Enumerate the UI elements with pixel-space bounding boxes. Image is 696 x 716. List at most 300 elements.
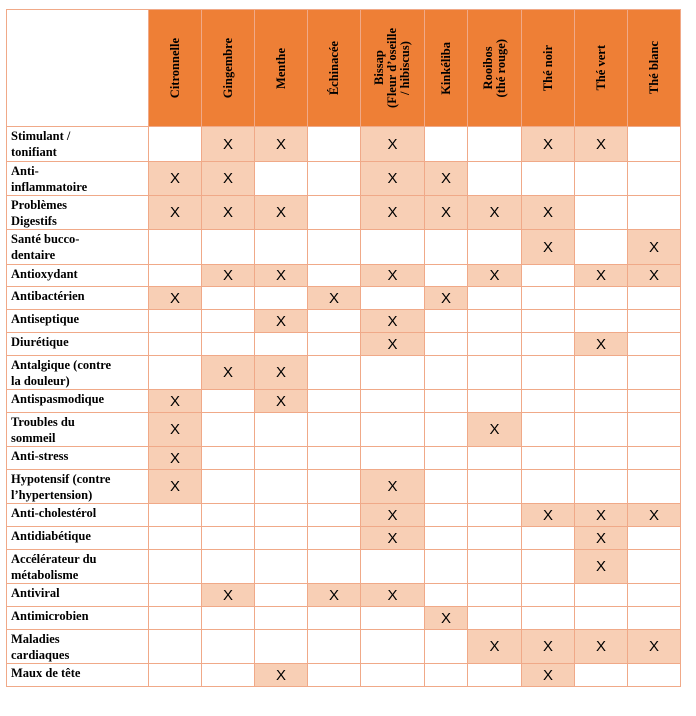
table-row — [7, 527, 681, 550]
empty-cell — [522, 413, 575, 447]
mark-x: X — [387, 170, 398, 187]
empty-cell — [425, 527, 468, 550]
mark-x: X — [169, 449, 180, 467]
table-row — [7, 310, 681, 333]
row-label: Antimicrobien — [7, 607, 149, 630]
table-row — [7, 333, 681, 356]
empty-cell — [255, 527, 308, 550]
marked-cell — [628, 630, 681, 664]
marked-cell — [361, 310, 425, 333]
mark-x: X — [489, 638, 500, 655]
empty-cell — [255, 504, 308, 527]
marked-cell — [202, 356, 255, 390]
mark-x: X — [275, 666, 286, 684]
empty-cell — [575, 356, 628, 390]
marked-cell — [149, 390, 202, 413]
empty-cell — [522, 333, 575, 356]
empty-cell — [149, 333, 202, 356]
empty-cell — [308, 447, 361, 470]
empty-cell — [202, 310, 255, 333]
empty-cell — [255, 162, 308, 196]
marked-cell — [255, 356, 308, 390]
marked-cell — [468, 630, 522, 664]
mark-x: X — [328, 289, 339, 307]
empty-cell — [308, 527, 361, 550]
column-header — [575, 10, 628, 127]
marked-cell — [255, 664, 308, 687]
empty-cell — [628, 127, 681, 162]
mark-x: X — [275, 364, 286, 381]
column-header — [425, 10, 468, 127]
empty-cell — [522, 162, 575, 196]
marked-cell — [361, 265, 425, 287]
empty-cell — [468, 162, 522, 196]
marked-cell — [308, 584, 361, 607]
empty-cell — [575, 607, 628, 630]
empty-cell — [202, 470, 255, 504]
empty-cell — [149, 607, 202, 630]
empty-cell — [628, 607, 681, 630]
empty-cell — [202, 504, 255, 527]
empty-cell — [522, 310, 575, 333]
mark-x: X — [275, 267, 286, 284]
empty-cell — [308, 413, 361, 447]
empty-cell — [149, 584, 202, 607]
row-label: Anti- inflammatoire — [7, 162, 149, 196]
row-label: Problèmes Digestifs — [7, 196, 149, 230]
empty-cell — [575, 664, 628, 687]
empty-cell — [361, 287, 425, 310]
marked-cell — [202, 127, 255, 162]
empty-cell — [255, 230, 308, 265]
mark-x: X — [169, 289, 180, 307]
empty-cell — [149, 550, 202, 584]
row-label: Hypotensif (contre l’hypertension) — [7, 470, 149, 504]
marked-cell — [468, 265, 522, 287]
table-row — [7, 607, 681, 630]
mark-x: X — [222, 204, 233, 221]
table-row — [7, 664, 681, 687]
marked-cell — [361, 127, 425, 162]
empty-cell — [468, 390, 522, 413]
column-header-label: Kinkéliba — [438, 41, 453, 95]
mark-x: X — [648, 638, 659, 655]
mark-x: X — [595, 638, 606, 655]
table-body — [7, 127, 681, 687]
mark-x: X — [387, 586, 398, 604]
empty-cell — [628, 333, 681, 356]
empty-cell — [255, 447, 308, 470]
empty-cell — [425, 630, 468, 664]
marked-cell — [202, 162, 255, 196]
row-label: Antiviral — [7, 584, 149, 607]
empty-cell — [361, 550, 425, 584]
marked-cell — [425, 287, 468, 310]
empty-cell — [361, 230, 425, 265]
empty-cell — [361, 664, 425, 687]
empty-cell — [361, 390, 425, 413]
marked-cell — [425, 196, 468, 230]
empty-cell — [149, 356, 202, 390]
empty-cell — [255, 470, 308, 504]
empty-cell — [308, 390, 361, 413]
marked-cell — [202, 265, 255, 287]
empty-cell — [202, 447, 255, 470]
empty-cell — [468, 447, 522, 470]
marked-cell — [522, 127, 575, 162]
empty-cell — [308, 607, 361, 630]
empty-cell — [149, 265, 202, 287]
empty-cell — [149, 664, 202, 687]
empty-cell — [628, 196, 681, 230]
column-header-label: Thé noir — [540, 44, 555, 92]
table-row — [7, 470, 681, 504]
empty-cell — [308, 550, 361, 584]
table-row — [7, 504, 681, 527]
marked-cell — [575, 630, 628, 664]
empty-cell — [202, 630, 255, 664]
mark-x: X — [222, 135, 233, 153]
empty-cell — [468, 664, 522, 687]
empty-cell — [202, 333, 255, 356]
empty-cell — [255, 607, 308, 630]
empty-cell — [425, 127, 468, 162]
mark-x: X — [542, 204, 553, 221]
empty-cell — [308, 470, 361, 504]
empty-cell — [425, 310, 468, 333]
empty-cell — [202, 527, 255, 550]
empty-cell — [425, 356, 468, 390]
table-row — [7, 390, 681, 413]
marked-cell — [361, 504, 425, 527]
mark-x: X — [489, 204, 500, 221]
empty-cell — [255, 333, 308, 356]
column-header — [255, 10, 308, 127]
mark-x: X — [440, 204, 451, 221]
marked-cell — [149, 162, 202, 196]
marked-cell — [522, 664, 575, 687]
mark-x: X — [169, 478, 180, 495]
empty-cell — [202, 413, 255, 447]
marked-cell — [575, 504, 628, 527]
empty-cell — [308, 230, 361, 265]
marked-cell — [575, 265, 628, 287]
marked-cell — [149, 287, 202, 310]
mark-x: X — [542, 135, 553, 153]
empty-cell — [425, 230, 468, 265]
mark-x: X — [489, 267, 500, 284]
mark-x: X — [542, 238, 553, 256]
row-label: Santé bucco- dentaire — [7, 230, 149, 265]
empty-cell — [468, 584, 522, 607]
marked-cell — [255, 127, 308, 162]
empty-cell — [308, 265, 361, 287]
empty-cell — [202, 664, 255, 687]
empty-cell — [425, 470, 468, 504]
marked-cell — [628, 504, 681, 527]
mark-x: X — [595, 529, 606, 547]
table-row — [7, 196, 681, 230]
marked-cell — [361, 527, 425, 550]
marked-cell — [575, 527, 628, 550]
row-label: Antalgique (contre la douleur) — [7, 356, 149, 390]
column-header-label: Citronnelle — [167, 37, 182, 99]
empty-cell — [425, 333, 468, 356]
mark-x: X — [275, 392, 286, 410]
marked-cell — [522, 504, 575, 527]
empty-cell — [255, 550, 308, 584]
empty-cell — [468, 527, 522, 550]
empty-cell — [468, 550, 522, 584]
marked-cell — [255, 196, 308, 230]
empty-cell — [468, 333, 522, 356]
empty-cell — [425, 584, 468, 607]
marked-cell — [202, 584, 255, 607]
empty-cell — [522, 470, 575, 504]
empty-cell — [308, 333, 361, 356]
empty-cell — [468, 310, 522, 333]
empty-cell — [575, 413, 628, 447]
empty-cell — [308, 127, 361, 162]
empty-cell — [425, 550, 468, 584]
empty-cell — [628, 287, 681, 310]
marked-cell — [628, 230, 681, 265]
empty-cell — [575, 287, 628, 310]
empty-cell — [628, 584, 681, 607]
mark-x: X — [169, 421, 180, 438]
empty-cell — [628, 310, 681, 333]
empty-cell — [468, 127, 522, 162]
table-row — [7, 447, 681, 470]
row-label: Maux de tête — [7, 664, 149, 687]
empty-cell — [522, 550, 575, 584]
tea-benefits-table — [6, 9, 681, 687]
empty-cell — [628, 162, 681, 196]
empty-cell — [522, 356, 575, 390]
empty-cell — [425, 447, 468, 470]
empty-cell — [202, 550, 255, 584]
mark-x: X — [328, 586, 339, 604]
mark-x: X — [387, 478, 398, 495]
row-label: Antispasmodique — [7, 390, 149, 413]
mark-x: X — [387, 135, 398, 153]
empty-cell — [628, 390, 681, 413]
column-header — [628, 10, 681, 127]
mark-x: X — [542, 506, 553, 524]
mark-x: X — [440, 609, 451, 627]
empty-cell — [628, 447, 681, 470]
mark-x: X — [387, 204, 398, 221]
mark-x: X — [595, 135, 606, 153]
empty-cell — [522, 265, 575, 287]
mark-x: X — [542, 638, 553, 655]
mark-x: X — [387, 312, 398, 330]
empty-cell — [361, 447, 425, 470]
mark-x: X — [169, 170, 180, 187]
table-row — [7, 287, 681, 310]
marked-cell — [255, 265, 308, 287]
empty-cell — [425, 664, 468, 687]
corner-cell — [7, 10, 149, 127]
column-header — [149, 10, 202, 127]
marked-cell — [468, 196, 522, 230]
empty-cell — [425, 413, 468, 447]
header-row — [7, 10, 681, 127]
mark-x: X — [648, 238, 659, 256]
empty-cell — [628, 664, 681, 687]
column-header-label: Bissap (Fleur d’oseille / hibiscus) — [372, 28, 412, 108]
empty-cell — [202, 287, 255, 310]
column-header-label: Gingembre — [220, 37, 235, 99]
row-label: Troubles du sommeil — [7, 413, 149, 447]
marked-cell — [255, 390, 308, 413]
marked-cell — [575, 333, 628, 356]
empty-cell — [361, 356, 425, 390]
empty-cell — [308, 504, 361, 527]
empty-cell — [468, 230, 522, 265]
empty-cell — [202, 390, 255, 413]
empty-cell — [575, 196, 628, 230]
empty-cell — [628, 527, 681, 550]
mark-x: X — [387, 335, 398, 353]
marked-cell — [522, 230, 575, 265]
empty-cell — [425, 265, 468, 287]
empty-cell — [361, 607, 425, 630]
marked-cell — [308, 287, 361, 310]
marked-cell — [361, 196, 425, 230]
mark-x: X — [275, 204, 286, 221]
empty-cell — [628, 470, 681, 504]
marked-cell — [202, 196, 255, 230]
mark-x: X — [489, 421, 500, 438]
empty-cell — [468, 504, 522, 527]
marked-cell — [575, 127, 628, 162]
mark-x: X — [595, 267, 606, 284]
mark-x: X — [169, 392, 180, 410]
row-label: Anti-stress — [7, 447, 149, 470]
empty-cell — [575, 162, 628, 196]
row-label: Antidiabétique — [7, 527, 149, 550]
marked-cell — [575, 550, 628, 584]
marked-cell — [149, 413, 202, 447]
empty-cell — [255, 630, 308, 664]
empty-cell — [522, 447, 575, 470]
marked-cell — [149, 470, 202, 504]
table-row — [7, 413, 681, 447]
column-header — [202, 10, 255, 127]
empty-cell — [468, 356, 522, 390]
column-header-label: Menthe — [273, 47, 288, 89]
mark-x: X — [648, 267, 659, 284]
empty-cell — [255, 413, 308, 447]
table-row — [7, 550, 681, 584]
mark-x: X — [222, 170, 233, 187]
mark-x: X — [440, 170, 451, 187]
mark-x: X — [275, 135, 286, 153]
empty-cell — [425, 390, 468, 413]
empty-cell — [202, 230, 255, 265]
empty-cell — [425, 504, 468, 527]
empty-cell — [522, 527, 575, 550]
column-header-label: Thé blanc — [646, 41, 661, 95]
empty-cell — [468, 470, 522, 504]
empty-cell — [149, 630, 202, 664]
marked-cell — [425, 162, 468, 196]
column-header — [522, 10, 575, 127]
row-label: Accélérateur du métabolisme — [7, 550, 149, 584]
empty-cell — [255, 584, 308, 607]
empty-cell — [575, 447, 628, 470]
empty-cell — [575, 470, 628, 504]
mark-x: X — [275, 312, 286, 330]
column-header — [468, 10, 522, 127]
empty-cell — [255, 287, 308, 310]
empty-cell — [202, 607, 255, 630]
empty-cell — [575, 230, 628, 265]
empty-cell — [308, 664, 361, 687]
empty-cell — [361, 413, 425, 447]
empty-cell — [575, 310, 628, 333]
table-row — [7, 230, 681, 265]
row-label: Antiseptique — [7, 310, 149, 333]
mark-x: X — [440, 289, 451, 307]
table-row — [7, 630, 681, 664]
marked-cell — [522, 196, 575, 230]
marked-cell — [361, 162, 425, 196]
marked-cell — [361, 470, 425, 504]
column-header-label: Rooibos (thé rouge) — [480, 38, 508, 98]
row-label: Maladies cardiaques — [7, 630, 149, 664]
empty-cell — [308, 162, 361, 196]
empty-cell — [361, 630, 425, 664]
empty-cell — [522, 584, 575, 607]
empty-cell — [308, 310, 361, 333]
empty-cell — [522, 607, 575, 630]
mark-x: X — [542, 666, 553, 684]
marked-cell — [425, 607, 468, 630]
marked-cell — [361, 333, 425, 356]
row-label: Antioxydant — [7, 265, 149, 287]
mark-x: X — [648, 506, 659, 524]
table-row — [7, 584, 681, 607]
column-header-label: Thé vert — [593, 45, 608, 91]
empty-cell — [575, 584, 628, 607]
mark-x: X — [387, 529, 398, 547]
mark-x: X — [595, 558, 606, 575]
empty-cell — [308, 196, 361, 230]
marked-cell — [468, 413, 522, 447]
empty-cell — [468, 287, 522, 310]
column-header — [308, 10, 361, 127]
column-header-label: Échinacée — [326, 40, 341, 96]
row-label: Stimulant / tonifiant — [7, 127, 149, 162]
row-label: Diurétique — [7, 333, 149, 356]
mark-x: X — [169, 204, 180, 221]
marked-cell — [522, 630, 575, 664]
empty-cell — [149, 527, 202, 550]
marked-cell — [149, 447, 202, 470]
table-row — [7, 127, 681, 162]
mark-x: X — [222, 586, 233, 604]
empty-cell — [628, 356, 681, 390]
table-row — [7, 265, 681, 287]
marked-cell — [628, 265, 681, 287]
mark-x: X — [222, 364, 233, 381]
empty-cell — [149, 504, 202, 527]
row-label: Anti-cholestérol — [7, 504, 149, 527]
mark-x: X — [222, 267, 233, 284]
mark-x: X — [595, 335, 606, 353]
